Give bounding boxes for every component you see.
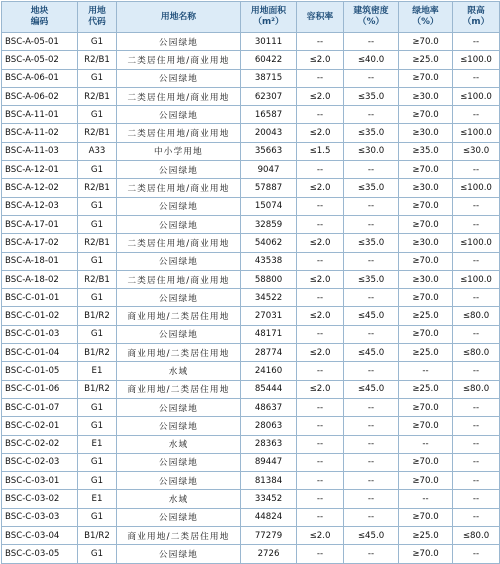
cell-far: ≤2.0 (297, 527, 344, 545)
cell-height-limit: -- (453, 490, 500, 508)
table-row (2, 472, 500, 490)
cell-building-density: ≤45.0 (344, 380, 399, 398)
cell-building-density: -- (344, 417, 399, 435)
cell-area: 43538 (241, 252, 297, 270)
cell-land-code: G1 (78, 417, 117, 435)
cell-far: -- (297, 215, 344, 233)
cell-green-ratio: ≥70.0 (399, 197, 453, 215)
cell-land-name: 公园绿地 (117, 161, 241, 179)
cell-far: ≤1.5 (297, 142, 344, 160)
cell-height-limit: -- (453, 508, 500, 526)
cell-land-code: E1 (78, 362, 117, 380)
cell-parcel-code: BSC-C-01-07 (2, 398, 78, 416)
cell-area: 32859 (241, 215, 297, 233)
cell-height-limit: ≤100.0 (453, 124, 500, 142)
cell-building-density: -- (344, 545, 399, 563)
cell-far: ≤2.0 (297, 344, 344, 362)
table-row (2, 325, 500, 343)
cell-green-ratio: ≥70.0 (399, 69, 453, 87)
cell-height-limit: ≤80.0 (453, 380, 500, 398)
cell-green-ratio: ≥70.0 (399, 545, 453, 563)
table-row (2, 344, 500, 362)
cell-area: 35663 (241, 142, 297, 160)
cell-land-name: 水域 (117, 490, 241, 508)
cell-height-limit: -- (453, 69, 500, 87)
cell-height-limit: -- (453, 545, 500, 563)
cell-parcel-code: BSC-C-03-02 (2, 490, 78, 508)
cell-area: 38715 (241, 69, 297, 87)
cell-far: -- (297, 69, 344, 87)
cell-green-ratio: ≥25.0 (399, 344, 453, 362)
cell-parcel-code: BSC-A-17-01 (2, 215, 78, 233)
table-body (2, 33, 500, 564)
cell-land-name: 公园绿地 (117, 417, 241, 435)
cell-land-name: 公园绿地 (117, 215, 241, 233)
cell-green-ratio: ≥25.0 (399, 380, 453, 398)
cell-height-limit: -- (453, 325, 500, 343)
cell-green-ratio: ≥70.0 (399, 161, 453, 179)
cell-building-density: -- (344, 508, 399, 526)
land-use-table (1, 1, 500, 564)
cell-far: -- (297, 435, 344, 453)
cell-parcel-code: BSC-C-01-06 (2, 380, 78, 398)
cell-green-ratio: ≥70.0 (399, 508, 453, 526)
cell-far: -- (297, 362, 344, 380)
cell-area: 62307 (241, 87, 297, 105)
cell-height-limit: ≤100.0 (453, 179, 500, 197)
header-far: 容积率 (297, 2, 344, 33)
cell-building-density: -- (344, 362, 399, 380)
cell-building-density: -- (344, 398, 399, 416)
table-row (2, 106, 500, 124)
cell-area: 89447 (241, 453, 297, 471)
cell-green-ratio: ≥25.0 (399, 51, 453, 69)
cell-parcel-code: BSC-C-01-04 (2, 344, 78, 362)
cell-land-code: G1 (78, 106, 117, 124)
cell-green-ratio: ≥30.0 (399, 179, 453, 197)
cell-building-density: -- (344, 106, 399, 124)
cell-land-code: G1 (78, 33, 117, 51)
cell-land-code: G1 (78, 472, 117, 490)
cell-building-density: ≤35.0 (344, 270, 399, 288)
cell-land-code: G1 (78, 289, 117, 307)
table-row (2, 508, 500, 526)
cell-height-limit: -- (453, 289, 500, 307)
table-row (2, 453, 500, 471)
cell-far: -- (297, 252, 344, 270)
table-row (2, 252, 500, 270)
cell-parcel-code: BSC-C-01-03 (2, 325, 78, 343)
cell-parcel-code: BSC-A-12-03 (2, 197, 78, 215)
cell-far: ≤2.0 (297, 234, 344, 252)
cell-parcel-code: BSC-A-06-02 (2, 87, 78, 105)
cell-height-limit: -- (453, 362, 500, 380)
cell-building-density: -- (344, 453, 399, 471)
cell-area: 30111 (241, 33, 297, 51)
table-row (2, 398, 500, 416)
cell-land-name: 水域 (117, 435, 241, 453)
cell-parcel-code: BSC-C-03-03 (2, 508, 78, 526)
cell-land-name: 商业用地/二类居住用地 (117, 307, 241, 325)
cell-land-name: 二类居住用地/商业用地 (117, 179, 241, 197)
cell-height-limit: -- (453, 435, 500, 453)
cell-area: 9047 (241, 161, 297, 179)
cell-height-limit: ≤80.0 (453, 307, 500, 325)
cell-land-name: 二类居住用地/商业用地 (117, 51, 241, 69)
cell-height-limit: -- (453, 398, 500, 416)
cell-land-code: R2/B1 (78, 179, 117, 197)
cell-far: ≤2.0 (297, 270, 344, 288)
cell-green-ratio: ≥30.0 (399, 234, 453, 252)
cell-parcel-code: BSC-C-01-01 (2, 289, 78, 307)
cell-parcel-code: BSC-C-01-05 (2, 362, 78, 380)
cell-land-name: 公园绿地 (117, 69, 241, 87)
cell-land-code: G1 (78, 325, 117, 343)
cell-green-ratio: ≥35.0 (399, 142, 453, 160)
cell-height-limit: -- (453, 472, 500, 490)
cell-building-density: -- (344, 472, 399, 490)
header-parcel-code: 地块 编码 (2, 2, 78, 33)
table-row (2, 51, 500, 69)
cell-far: ≤2.0 (297, 380, 344, 398)
cell-parcel-code: BSC-A-11-01 (2, 106, 78, 124)
cell-far: -- (297, 490, 344, 508)
cell-building-density: ≤45.0 (344, 344, 399, 362)
cell-area: 54062 (241, 234, 297, 252)
cell-land-name: 公园绿地 (117, 33, 241, 51)
cell-height-limit: ≤30.0 (453, 142, 500, 160)
cell-height-limit: -- (453, 215, 500, 233)
cell-parcel-code: BSC-A-06-01 (2, 69, 78, 87)
cell-far: -- (297, 417, 344, 435)
cell-green-ratio: ≥25.0 (399, 307, 453, 325)
cell-height-limit: ≤100.0 (453, 234, 500, 252)
cell-far: -- (297, 453, 344, 471)
cell-green-ratio: -- (399, 362, 453, 380)
cell-building-density: ≤35.0 (344, 124, 399, 142)
cell-land-name: 公园绿地 (117, 197, 241, 215)
cell-green-ratio: ≥70.0 (399, 472, 453, 490)
cell-parcel-code: BSC-A-12-01 (2, 161, 78, 179)
cell-land-name: 二类居住用地/商业用地 (117, 234, 241, 252)
cell-parcel-code: BSC-A-17-02 (2, 234, 78, 252)
cell-green-ratio: ≥70.0 (399, 252, 453, 270)
cell-parcel-code: BSC-A-18-01 (2, 252, 78, 270)
cell-green-ratio: ≥25.0 (399, 527, 453, 545)
cell-area: 81384 (241, 472, 297, 490)
cell-building-density: ≤35.0 (344, 234, 399, 252)
cell-land-name: 公园绿地 (117, 289, 241, 307)
cell-land-name: 二类居住用地/商业用地 (117, 87, 241, 105)
cell-green-ratio: ≥70.0 (399, 417, 453, 435)
cell-land-code: R2/B1 (78, 234, 117, 252)
cell-land-name: 公园绿地 (117, 453, 241, 471)
table-row (2, 142, 500, 160)
cell-height-limit: ≤80.0 (453, 344, 500, 362)
cell-parcel-code: BSC-A-05-01 (2, 33, 78, 51)
cell-area: 15074 (241, 197, 297, 215)
cell-land-name: 二类居住用地/商业用地 (117, 124, 241, 142)
cell-green-ratio: ≥70.0 (399, 215, 453, 233)
cell-land-name: 公园绿地 (117, 508, 241, 526)
cell-far: -- (297, 289, 344, 307)
cell-green-ratio: -- (399, 490, 453, 508)
cell-green-ratio: ≥70.0 (399, 398, 453, 416)
table-row (2, 33, 500, 51)
cell-area: 48637 (241, 398, 297, 416)
cell-land-code: G1 (78, 453, 117, 471)
cell-land-code: R2/B1 (78, 124, 117, 142)
cell-building-density: ≤45.0 (344, 527, 399, 545)
cell-parcel-code: BSC-C-01-02 (2, 307, 78, 325)
table-row (2, 179, 500, 197)
cell-far: -- (297, 508, 344, 526)
cell-green-ratio: ≥70.0 (399, 325, 453, 343)
cell-area: 24160 (241, 362, 297, 380)
cell-height-limit: -- (453, 197, 500, 215)
cell-height-limit: -- (453, 106, 500, 124)
cell-far: -- (297, 106, 344, 124)
table-row (2, 124, 500, 142)
table-row (2, 215, 500, 233)
table-row (2, 161, 500, 179)
cell-building-density: ≤30.0 (344, 142, 399, 160)
cell-area: 33452 (241, 490, 297, 508)
cell-land-code: E1 (78, 435, 117, 453)
cell-parcel-code: BSC-A-12-02 (2, 179, 78, 197)
table-header-row (2, 2, 500, 33)
cell-land-code: G1 (78, 197, 117, 215)
cell-height-limit: -- (453, 417, 500, 435)
cell-land-name: 商业用地/二类居住用地 (117, 344, 241, 362)
cell-far: -- (297, 33, 344, 51)
cell-land-code: E1 (78, 490, 117, 508)
cell-parcel-code: BSC-A-05-02 (2, 51, 78, 69)
table-row (2, 289, 500, 307)
cell-land-code: G1 (78, 69, 117, 87)
cell-parcel-code: BSC-C-03-05 (2, 545, 78, 563)
cell-land-code: R2/B1 (78, 87, 117, 105)
cell-land-code: G1 (78, 215, 117, 233)
cell-parcel-code: BSC-C-02-01 (2, 417, 78, 435)
header-building-density: 建筑密度 （%） (344, 2, 399, 33)
cell-height-limit: -- (453, 161, 500, 179)
cell-area: 28363 (241, 435, 297, 453)
cell-land-code: B1/R2 (78, 307, 117, 325)
cell-green-ratio: ≥70.0 (399, 33, 453, 51)
cell-land-name: 公园绿地 (117, 398, 241, 416)
cell-land-name: 公园绿地 (117, 325, 241, 343)
cell-height-limit: -- (453, 33, 500, 51)
cell-parcel-code: BSC-C-03-04 (2, 527, 78, 545)
cell-land-name: 中小学用地 (117, 142, 241, 160)
cell-far: ≤2.0 (297, 51, 344, 69)
header-area: 用地面积 （m²） (241, 2, 297, 33)
cell-height-limit: -- (453, 252, 500, 270)
cell-land-code: R2/B1 (78, 51, 117, 69)
cell-land-code: G1 (78, 161, 117, 179)
table-row (2, 527, 500, 545)
cell-far: ≤2.0 (297, 179, 344, 197)
cell-green-ratio: ≥70.0 (399, 106, 453, 124)
cell-green-ratio: ≥30.0 (399, 87, 453, 105)
cell-height-limit: ≤100.0 (453, 87, 500, 105)
cell-parcel-code: BSC-C-03-01 (2, 472, 78, 490)
cell-building-density: -- (344, 33, 399, 51)
cell-far: -- (297, 472, 344, 490)
table-row (2, 417, 500, 435)
cell-parcel-code: BSC-C-02-03 (2, 453, 78, 471)
cell-green-ratio: ≥70.0 (399, 289, 453, 307)
table-row (2, 87, 500, 105)
cell-area: 77279 (241, 527, 297, 545)
cell-land-name: 公园绿地 (117, 472, 241, 490)
cell-land-code: G1 (78, 398, 117, 416)
cell-height-limit: -- (453, 453, 500, 471)
cell-building-density: -- (344, 490, 399, 508)
cell-land-code: B1/R2 (78, 344, 117, 362)
cell-land-name: 公园绿地 (117, 252, 241, 270)
cell-building-density: -- (344, 325, 399, 343)
table-row (2, 545, 500, 563)
cell-land-code: A33 (78, 142, 117, 160)
cell-far: -- (297, 398, 344, 416)
cell-building-density: -- (344, 69, 399, 87)
cell-area: 57887 (241, 179, 297, 197)
cell-building-density: -- (344, 215, 399, 233)
cell-far: ≤2.0 (297, 87, 344, 105)
cell-building-density: ≤35.0 (344, 87, 399, 105)
cell-land-name: 公园绿地 (117, 106, 241, 124)
cell-area: 20043 (241, 124, 297, 142)
cell-far: ≤2.0 (297, 124, 344, 142)
table-row (2, 380, 500, 398)
land-use-table-container (1, 1, 500, 564)
cell-land-name: 公园绿地 (117, 545, 241, 563)
cell-land-code: G1 (78, 545, 117, 563)
cell-green-ratio: ≥30.0 (399, 270, 453, 288)
cell-area: 58800 (241, 270, 297, 288)
table-row (2, 270, 500, 288)
cell-green-ratio: ≥70.0 (399, 453, 453, 471)
cell-height-limit: ≤80.0 (453, 527, 500, 545)
cell-parcel-code: BSC-C-02-02 (2, 435, 78, 453)
cell-area: 28774 (241, 344, 297, 362)
cell-far: -- (297, 545, 344, 563)
cell-area: 28063 (241, 417, 297, 435)
table-row (2, 362, 500, 380)
table-row (2, 307, 500, 325)
cell-green-ratio: ≥30.0 (399, 124, 453, 142)
cell-area: 48171 (241, 325, 297, 343)
cell-far: -- (297, 325, 344, 343)
cell-height-limit: ≤100.0 (453, 270, 500, 288)
cell-land-code: B1/R2 (78, 380, 117, 398)
cell-far: ≤2.0 (297, 307, 344, 325)
cell-green-ratio: -- (399, 435, 453, 453)
table-row (2, 69, 500, 87)
cell-parcel-code: BSC-A-11-03 (2, 142, 78, 160)
header-land-code: 用地 代码 (78, 2, 117, 33)
cell-building-density: ≤40.0 (344, 51, 399, 69)
cell-land-name: 水域 (117, 362, 241, 380)
header-land-name: 用地名称 (117, 2, 241, 33)
cell-far: -- (297, 197, 344, 215)
cell-land-code: G1 (78, 508, 117, 526)
cell-area: 16587 (241, 106, 297, 124)
cell-area: 27031 (241, 307, 297, 325)
cell-far: -- (297, 161, 344, 179)
cell-parcel-code: BSC-A-11-02 (2, 124, 78, 142)
cell-area: 44824 (241, 508, 297, 526)
table-row (2, 197, 500, 215)
cell-building-density: ≤35.0 (344, 179, 399, 197)
cell-land-code: R2/B1 (78, 270, 117, 288)
cell-land-code: G1 (78, 252, 117, 270)
header-green-ratio: 绿地率 （%） (399, 2, 453, 33)
cell-parcel-code: BSC-A-18-02 (2, 270, 78, 288)
cell-area: 34522 (241, 289, 297, 307)
table-row (2, 435, 500, 453)
table-row (2, 490, 500, 508)
header-height-limit: 限高 （m） (453, 2, 500, 33)
cell-building-density: -- (344, 289, 399, 307)
cell-area: 60422 (241, 51, 297, 69)
cell-building-density: -- (344, 435, 399, 453)
cell-land-name: 商业用地/二类居住用地 (117, 527, 241, 545)
table-row (2, 234, 500, 252)
cell-building-density: -- (344, 252, 399, 270)
cell-area: 85444 (241, 380, 297, 398)
cell-height-limit: ≤100.0 (453, 51, 500, 69)
cell-area: 2726 (241, 545, 297, 563)
cell-building-density: ≤45.0 (344, 307, 399, 325)
cell-land-code: B1/R2 (78, 527, 117, 545)
cell-building-density: -- (344, 197, 399, 215)
cell-land-name: 商业用地/二类居住用地 (117, 380, 241, 398)
cell-land-name: 二类居住用地/商业用地 (117, 270, 241, 288)
cell-building-density: -- (344, 161, 399, 179)
